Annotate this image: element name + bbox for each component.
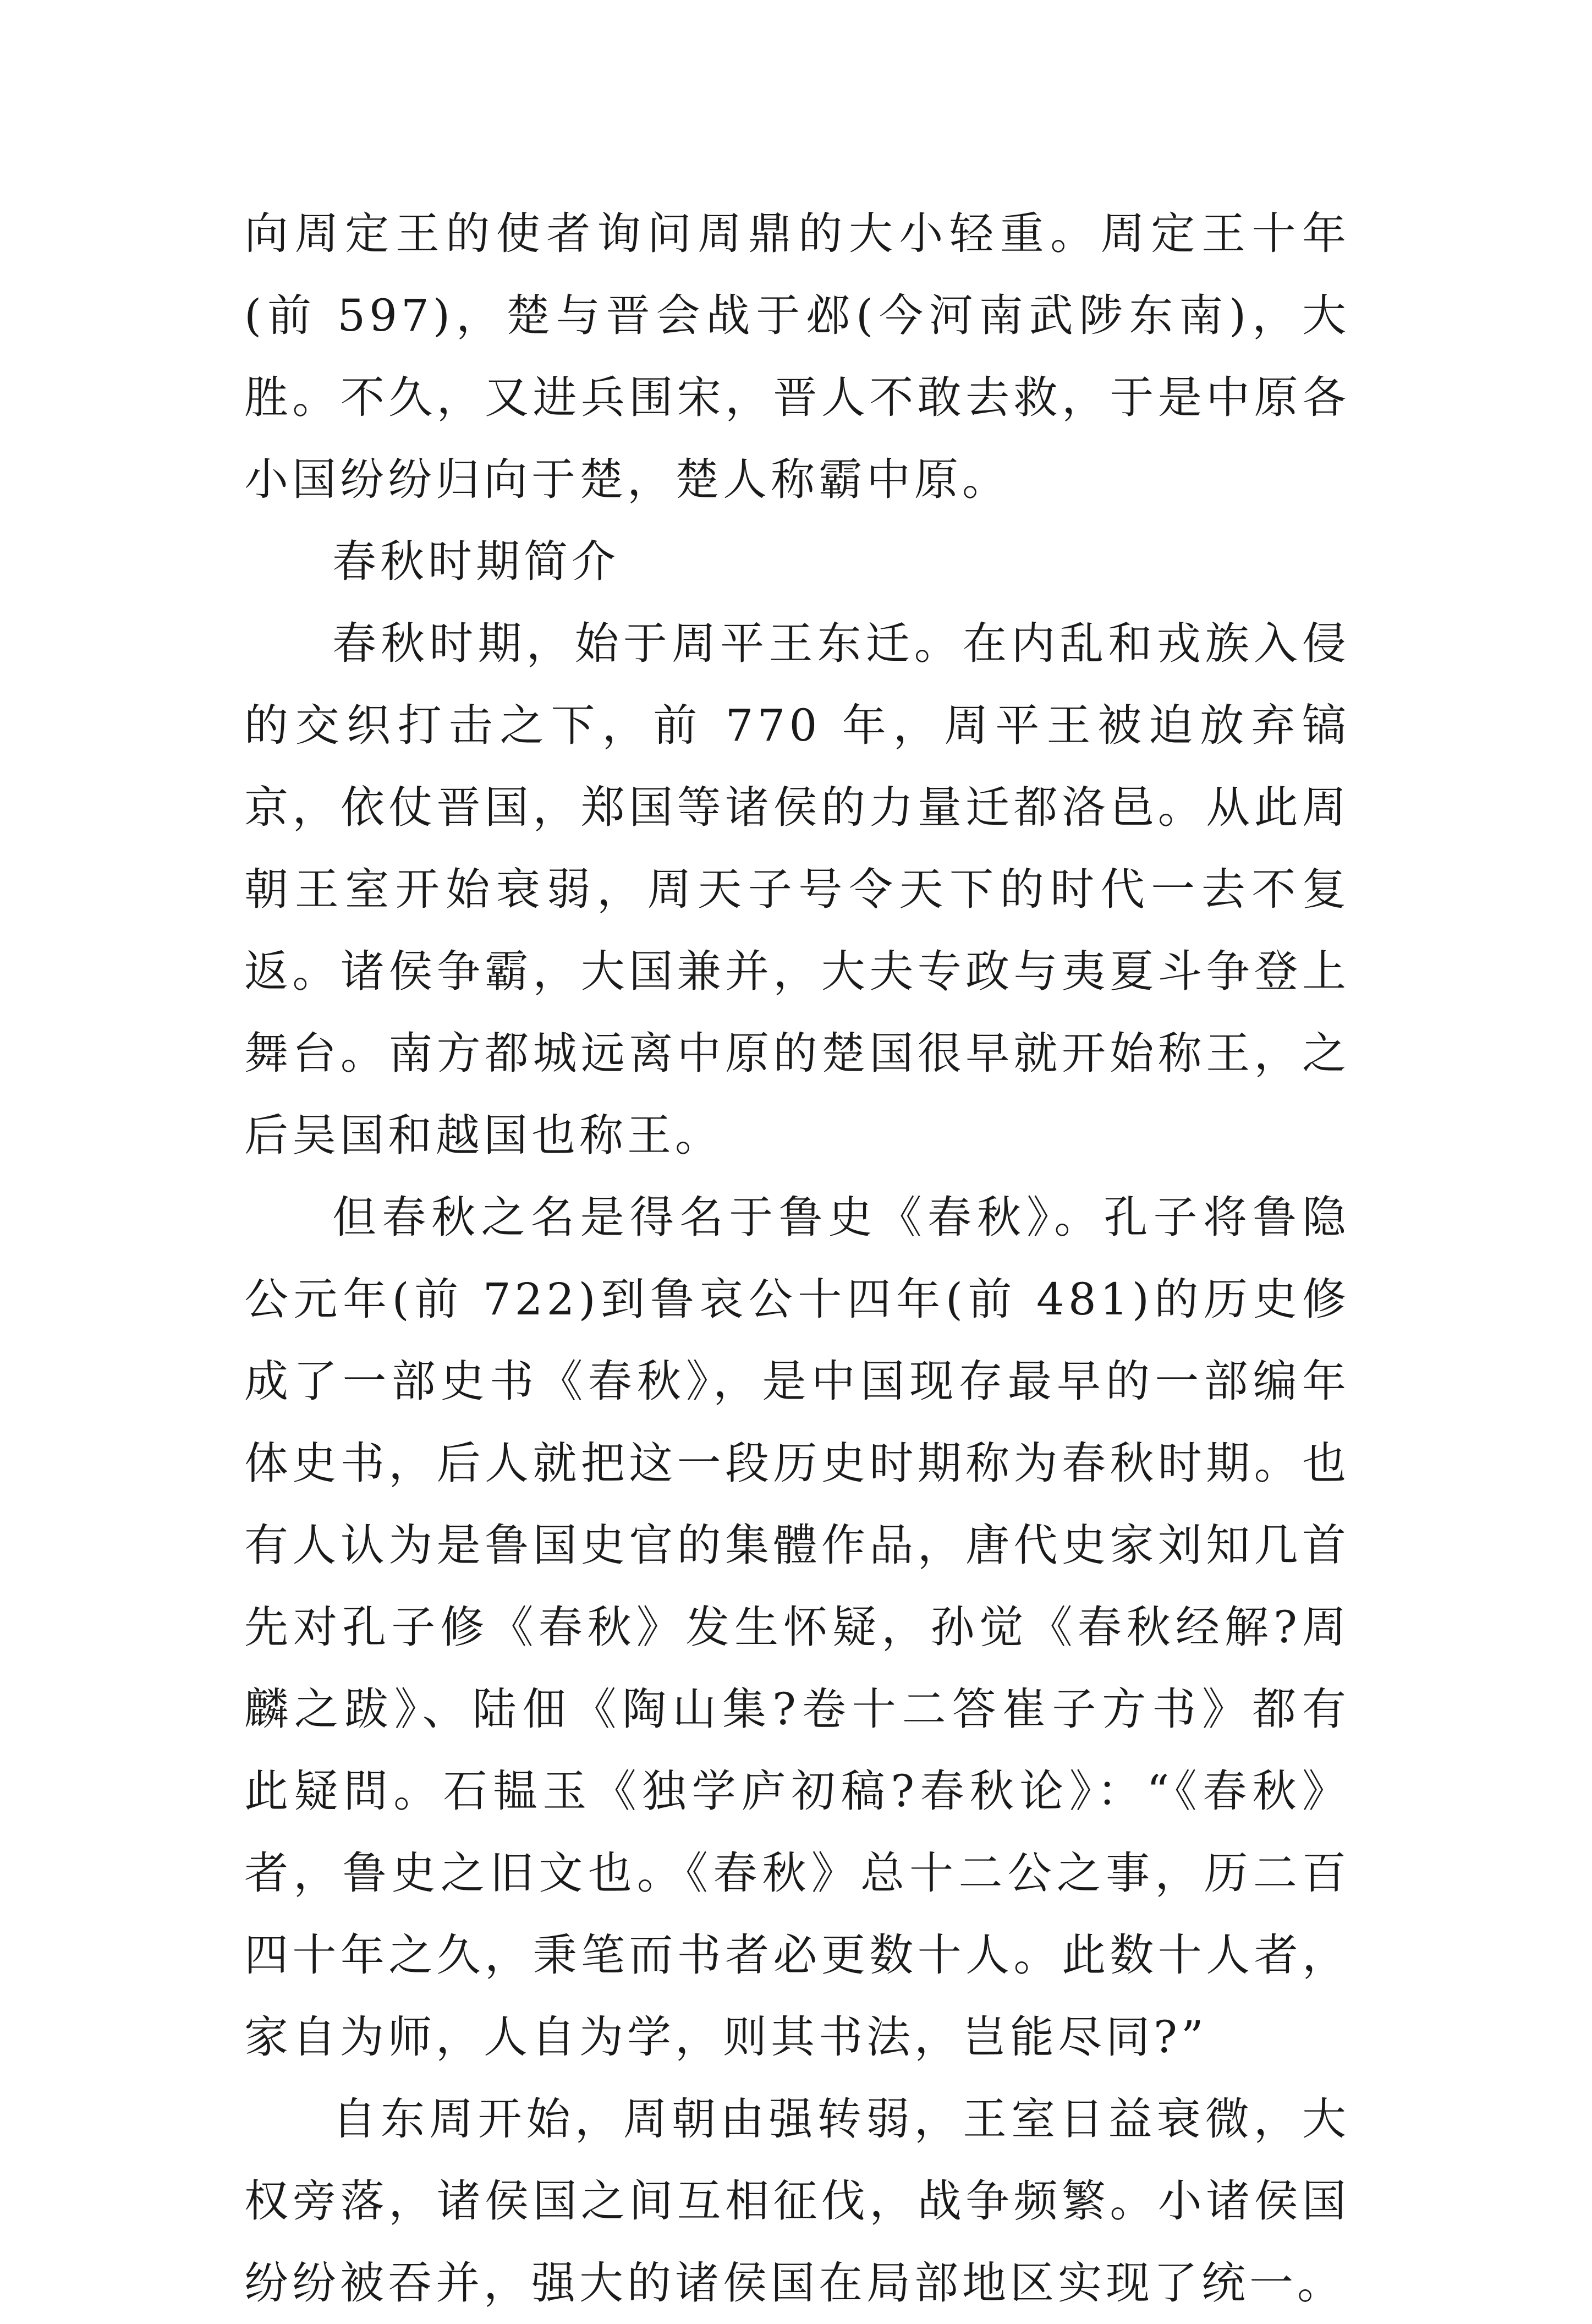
body-text [244, 193, 1350, 2324]
section-heading: 春秋时期简介 [332, 536, 619, 587]
paragraph-decline: 自东周开始，周朝由强转弱，王室日益衰微，大权旁落，诸侯国之间互相征伐，战争频繁。小诸侯国纷纷被吞并，强大的诸侯国在局部地区实现了统一。 [244, 2093, 1350, 2309]
paragraph-name-origin: 但春秋之名是得名于鲁史《春秋》。孔子将鲁隐公元年(前 722)到鲁哀公十四年(前 481)的历史修成了一部史书《春秋》，是中国现存最早的一部编年体史书，后人就把这一段历史时期称为春秋时期。也有人认为是鲁国史官的集體作品，唐代史家刘知几首先对孔子修《春秋》发生怀疑，孙觉《春秋经解?周麟之跋》、陆佃《陶山集?卷十二答崔子方书》都有此疑問。石韫玉《独学庐初稿?春秋论》：“《春秋》者，鲁史之旧文也。《春秋》总十二公之事，历二百四十年之久，秉笔而书者必更数十人。此数十人者，家自为师，人自为学，则其书法，岂能尽同?” [244, 1192, 1350, 2063]
paragraph-intro: 春秋时期，始于周平王东迁。在内乱和戎族入侵的交织打击之下，前 770 年，周平王被迫放弃镐京，依仗晋国，郑国等诸侯的力量迁都洛邑。从此周朝王室开始衰弱，周天子号令天下的时代一去不复返。诸侯争霸，大国兼并，大夫专政与夷夏斗争登上舞台。南方都城远离中原的楚国很早就开始称王，之后吴国和越国也称王。 [244, 618, 1350, 1161]
paragraph-continuation: 向周定王的使者询问周鼎的大小轻重。周定王十年(前 597)，楚与晋会战于邲(今河南武陟东南)，大胜。不久，又进兵围宋，晋人不敢去救，于是中原各小国纷纷归向于楚，楚人称霸中原。 [244, 208, 1350, 505]
